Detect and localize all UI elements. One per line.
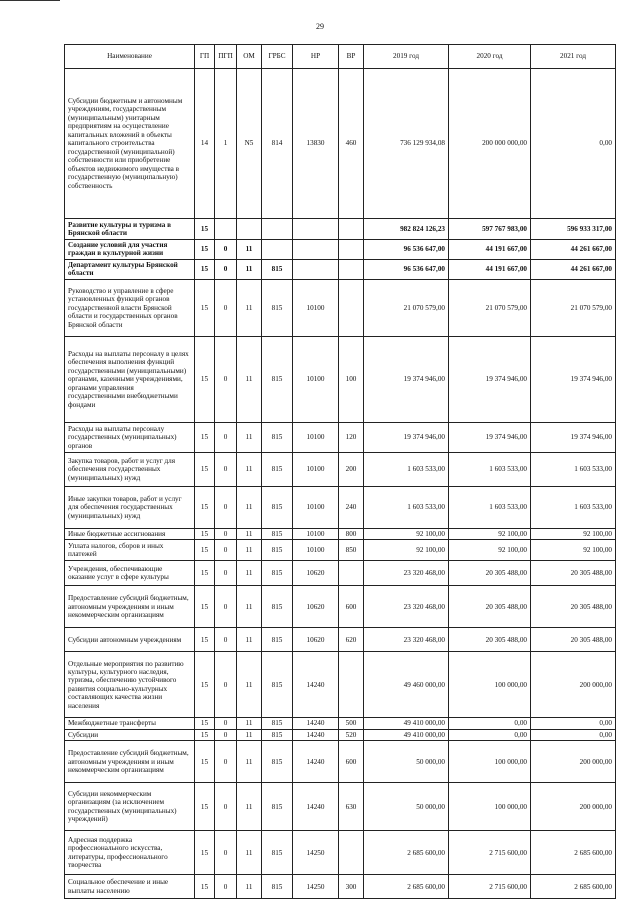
- cell-nr: 14240: [293, 783, 339, 831]
- cell-pgp: 0: [215, 279, 237, 336]
- cell-pgp: 0: [215, 831, 237, 875]
- cell-2019: 21 070 579,00: [364, 279, 449, 336]
- cell-gp: 14: [195, 69, 215, 219]
- cell-nr: 10100: [293, 486, 339, 528]
- cell-2019: 49 410 000,00: [364, 718, 449, 729]
- cell-grbs: 815: [262, 652, 293, 718]
- header-2021: 2021 год: [531, 45, 616, 69]
- cell-vr: 120: [339, 422, 364, 452]
- cell-2020: 2 715 600,00: [449, 875, 531, 899]
- cell-2021: 92 100,00: [531, 540, 616, 561]
- cell-om: 11: [237, 729, 262, 740]
- cell-om: 11: [237, 452, 262, 486]
- cell-om: 11: [237, 540, 262, 561]
- cell-vr: [339, 831, 364, 875]
- cell-gp: 15: [195, 729, 215, 740]
- page-number: 29: [316, 22, 324, 31]
- cell-grbs: 815: [262, 422, 293, 452]
- cell-grbs: 815: [262, 452, 293, 486]
- cell-name: Расходы на выплаты персоналу государственных (муниципальных) органов: [65, 422, 195, 452]
- cell-2021: 21 070 579,00: [531, 279, 616, 336]
- cell-om: 11: [237, 259, 262, 279]
- cell-grbs: 815: [262, 729, 293, 740]
- cell-2021: 44 261 667,00: [531, 240, 616, 260]
- cell-2020: 20 305 488,00: [449, 586, 531, 628]
- cell-name: Департамент культуры Брянской области: [65, 259, 195, 279]
- cell-om: 11: [237, 628, 262, 652]
- cell-2020: 200 000 000,00: [449, 69, 531, 219]
- cell-vr: 500: [339, 718, 364, 729]
- table-row: [65, 741, 616, 783]
- cell-om: 11: [237, 336, 262, 422]
- cell-pgp: 0: [215, 452, 237, 486]
- table-row: [65, 718, 616, 729]
- cell-pgp: 0: [215, 259, 237, 279]
- cell-name: Развитие культуры и туризма в Брянской области: [65, 219, 195, 240]
- cell-nr: 10620: [293, 628, 339, 652]
- table-row: [65, 729, 616, 740]
- cell-vr: [339, 561, 364, 586]
- cell-gp: 15: [195, 628, 215, 652]
- cell-name: Иные бюджетные ассигнования: [65, 528, 195, 539]
- cell-2020: 21 070 579,00: [449, 279, 531, 336]
- table-row: [65, 831, 616, 875]
- cell-2020: 19 374 946,00: [449, 336, 531, 422]
- cell-nr: [293, 219, 339, 240]
- cell-pgp: 0: [215, 486, 237, 528]
- cell-2019: 23 320 468,00: [364, 561, 449, 586]
- cell-name: Субсидии автономным учреждениям: [65, 628, 195, 652]
- cell-2019: 49 410 000,00: [364, 729, 449, 740]
- cell-vr: 460: [339, 69, 364, 219]
- cell-vr: [339, 279, 364, 336]
- cell-grbs: 815: [262, 486, 293, 528]
- cell-grbs: [262, 219, 293, 240]
- cell-nr: 10100: [293, 336, 339, 422]
- cell-pgp: 0: [215, 586, 237, 628]
- cell-nr: 10100: [293, 279, 339, 336]
- cell-gp: 15: [195, 422, 215, 452]
- cell-vr: 850: [339, 540, 364, 561]
- budget-table: [64, 44, 616, 899]
- cell-2019: 19 374 946,00: [364, 422, 449, 452]
- cell-2019: 982 824 126,23: [364, 219, 449, 240]
- table-row: [65, 783, 616, 831]
- cell-pgp: 0: [215, 729, 237, 740]
- cell-nr: [293, 240, 339, 260]
- cell-vr: 620: [339, 628, 364, 652]
- cell-grbs: 815: [262, 540, 293, 561]
- cell-nr: 14240: [293, 729, 339, 740]
- header-om: ОМ: [237, 45, 262, 69]
- cell-gp: 15: [195, 219, 215, 240]
- cell-om: 11: [237, 240, 262, 260]
- cell-2020: 597 767 983,00: [449, 219, 531, 240]
- cell-name: Предоставление субсидий бюджетным, автономным учреждениям и иным некоммерческим организациям: [65, 741, 195, 783]
- cell-nr: 10620: [293, 561, 339, 586]
- header-2020: 2020 год: [449, 45, 531, 69]
- cell-2020: 19 374 946,00: [449, 422, 531, 452]
- cell-2021: 0,00: [531, 718, 616, 729]
- header-pgp: ПГП: [215, 45, 237, 69]
- cell-om: 11: [237, 486, 262, 528]
- cell-2021: 19 374 946,00: [531, 336, 616, 422]
- cell-nr: 14250: [293, 831, 339, 875]
- cell-grbs: 815: [262, 831, 293, 875]
- cell-gp: 15: [195, 540, 215, 561]
- table-row: [65, 628, 616, 652]
- cell-om: 11: [237, 783, 262, 831]
- cell-2020: 1 603 533,00: [449, 452, 531, 486]
- cell-2019: 2 685 600,00: [364, 831, 449, 875]
- header-nr: НР: [293, 45, 339, 69]
- cell-grbs: 814: [262, 69, 293, 219]
- cell-2021: 1 603 533,00: [531, 486, 616, 528]
- cell-2019: 1 603 533,00: [364, 486, 449, 528]
- cell-2020: 100 000,00: [449, 652, 531, 718]
- cell-om: 11: [237, 586, 262, 628]
- cell-name: Предоставление субсидий бюджетным, автономным учреждениям и иным некоммерческим организациям: [65, 586, 195, 628]
- cell-gp: 15: [195, 831, 215, 875]
- cell-gp: 15: [195, 336, 215, 422]
- cell-2021: 44 261 667,00: [531, 259, 616, 279]
- table-row: [65, 336, 616, 422]
- cell-om: 11: [237, 279, 262, 336]
- cell-name: Учреждения, обеспечивающие оказание услуг в сфере культуры: [65, 561, 195, 586]
- cell-nr: 10100: [293, 422, 339, 452]
- cell-2021: 200 000,00: [531, 741, 616, 783]
- cell-2019: 2 685 600,00: [364, 875, 449, 899]
- cell-gp: 15: [195, 279, 215, 336]
- cell-2019: 92 100,00: [364, 540, 449, 561]
- cell-name: Отдельные мероприятия по развитию культуры, культурного наследия, туризма, обеспечению устойчивого развития социально-культурных составляющих качества жизни населения: [65, 652, 195, 718]
- cell-name: Субсидии: [65, 729, 195, 740]
- cell-2020: 0,00: [449, 729, 531, 740]
- cell-vr: [339, 652, 364, 718]
- table-row: [65, 452, 616, 486]
- cell-vr: 600: [339, 741, 364, 783]
- cell-2021: 19 374 946,00: [531, 422, 616, 452]
- cell-2020: 100 000,00: [449, 783, 531, 831]
- cell-name: Субсидии бюджетным и автономным учреждениям, государственным (муниципальным) унитарным предприятиям на осуществление капитальных вложений в объекты капитального строительства государственной (муниципальной) собственности или приобретение объектов недвижимого имущества в государственную (муниципальную) собственность: [65, 69, 195, 219]
- cell-pgp: 0: [215, 528, 237, 539]
- cell-grbs: 815: [262, 279, 293, 336]
- cell-grbs: 815: [262, 741, 293, 783]
- cell-grbs: 815: [262, 586, 293, 628]
- table-row: [65, 586, 616, 628]
- table-header-row: [65, 45, 616, 69]
- cell-pgp: 0: [215, 561, 237, 586]
- table-row: [65, 279, 616, 336]
- cell-grbs: 815: [262, 528, 293, 539]
- cell-vr: 200: [339, 452, 364, 486]
- cell-2021: 0,00: [531, 69, 616, 219]
- cell-2021: 20 305 488,00: [531, 561, 616, 586]
- cell-2019: 96 536 647,00: [364, 259, 449, 279]
- cell-grbs: 815: [262, 336, 293, 422]
- cell-2020: 92 100,00: [449, 528, 531, 539]
- budget-table-container: [64, 44, 615, 899]
- cell-2020: 44 191 667,00: [449, 240, 531, 260]
- cell-gp: 15: [195, 486, 215, 528]
- cell-name: Создание условий для участия граждан в культурной жизни: [65, 240, 195, 260]
- cell-nr: 13830: [293, 69, 339, 219]
- cell-vr: 800: [339, 528, 364, 539]
- table-row: [65, 259, 616, 279]
- cell-om: [237, 219, 262, 240]
- cell-2020: 20 305 488,00: [449, 561, 531, 586]
- cell-name: Расходы на выплаты персоналу в целях обеспечения выполнения функций государственными (муниципальными) органами, казенными учреждениями, органами управления государственными внебюджетными фондами: [65, 336, 195, 422]
- cell-2021: 2 685 600,00: [531, 831, 616, 875]
- table-row: [65, 69, 616, 219]
- cell-2020: 0,00: [449, 718, 531, 729]
- cell-om: 11: [237, 528, 262, 539]
- cell-2020: 100 000,00: [449, 741, 531, 783]
- cell-2021: 92 100,00: [531, 528, 616, 539]
- cell-2021: 2 685 600,00: [531, 875, 616, 899]
- cell-vr: 100: [339, 336, 364, 422]
- cell-nr: 14240: [293, 741, 339, 783]
- cell-grbs: 815: [262, 259, 293, 279]
- cell-om: 11: [237, 718, 262, 729]
- cell-grbs: 815: [262, 561, 293, 586]
- cell-2019: 23 320 468,00: [364, 586, 449, 628]
- cell-om: 11: [237, 561, 262, 586]
- cell-2019: 50 000,00: [364, 741, 449, 783]
- cell-grbs: 815: [262, 875, 293, 899]
- cell-om: 11: [237, 422, 262, 452]
- cell-nr: 10100: [293, 452, 339, 486]
- cell-grbs: [262, 240, 293, 260]
- table-row: [65, 240, 616, 260]
- cell-om: 11: [237, 741, 262, 783]
- cell-2020: 92 100,00: [449, 540, 531, 561]
- cell-2019: 49 460 000,00: [364, 652, 449, 718]
- scan-edge-line: [0, 0, 60, 1]
- cell-grbs: 815: [262, 628, 293, 652]
- cell-2020: 44 191 667,00: [449, 259, 531, 279]
- cell-nr: 10100: [293, 528, 339, 539]
- cell-2020: 1 603 533,00: [449, 486, 531, 528]
- cell-nr: [293, 259, 339, 279]
- cell-2021: 1 603 533,00: [531, 452, 616, 486]
- header-2019: 2019 год: [364, 45, 449, 69]
- cell-gp: 15: [195, 741, 215, 783]
- header-grbs: ГРБС: [262, 45, 293, 69]
- cell-pgp: 0: [215, 336, 237, 422]
- cell-vr: 520: [339, 729, 364, 740]
- cell-om: 11: [237, 831, 262, 875]
- cell-name: Уплата налогов, сборов и иных платежей: [65, 540, 195, 561]
- cell-name: Социальное обеспечение и иные выплаты населению: [65, 875, 195, 899]
- cell-2019: 19 374 946,00: [364, 336, 449, 422]
- cell-name: Руководство и управление в сфере установленных функций органов государственной власти Брянской области и государственных органов Брянской области: [65, 279, 195, 336]
- cell-pgp: 1: [215, 69, 237, 219]
- cell-pgp: 0: [215, 628, 237, 652]
- table-row: [65, 219, 616, 240]
- cell-om: 11: [237, 652, 262, 718]
- cell-nr: 10620: [293, 586, 339, 628]
- cell-gp: 15: [195, 240, 215, 260]
- cell-2019: 50 000,00: [364, 783, 449, 831]
- cell-2021: 200 000,00: [531, 652, 616, 718]
- cell-gp: 15: [195, 586, 215, 628]
- cell-pgp: 0: [215, 783, 237, 831]
- table-row: [65, 561, 616, 586]
- cell-2021: 200 000,00: [531, 783, 616, 831]
- table-body: [65, 69, 616, 899]
- cell-vr: [339, 259, 364, 279]
- cell-2021: 20 305 488,00: [531, 628, 616, 652]
- cell-grbs: 815: [262, 718, 293, 729]
- cell-name: Адресная поддержка профессионального искусства, литературы, профессионального творчества: [65, 831, 195, 875]
- cell-pgp: 0: [215, 422, 237, 452]
- cell-vr: [339, 240, 364, 260]
- cell-pgp: 0: [215, 875, 237, 899]
- cell-nr: 14240: [293, 652, 339, 718]
- cell-pgp: 0: [215, 240, 237, 260]
- cell-2021: 20 305 488,00: [531, 586, 616, 628]
- cell-gp: 15: [195, 561, 215, 586]
- cell-nr: 14250: [293, 875, 339, 899]
- header-name: Наименование: [65, 45, 195, 69]
- cell-nr: 10100: [293, 540, 339, 561]
- header-vr: ВР: [339, 45, 364, 69]
- cell-name: Межбюджетные трансферты: [65, 718, 195, 729]
- cell-gp: 15: [195, 875, 215, 899]
- cell-vr: 300: [339, 875, 364, 899]
- cell-gp: 15: [195, 528, 215, 539]
- cell-2021: 0,00: [531, 729, 616, 740]
- cell-name: Иные закупки товаров, работ и услуг для обеспечения государственных (муниципальных) нужд: [65, 486, 195, 528]
- cell-2019: 96 536 647,00: [364, 240, 449, 260]
- table-row: [65, 486, 616, 528]
- cell-gp: 15: [195, 718, 215, 729]
- cell-2020: 20 305 488,00: [449, 628, 531, 652]
- cell-2020: 2 715 600,00: [449, 831, 531, 875]
- cell-2019: 736 129 934,08: [364, 69, 449, 219]
- cell-grbs: 815: [262, 783, 293, 831]
- cell-pgp: 0: [215, 741, 237, 783]
- table-row: [65, 875, 616, 899]
- table-row: [65, 528, 616, 539]
- cell-2019: 92 100,00: [364, 528, 449, 539]
- cell-om: N5: [237, 69, 262, 219]
- table-row: [65, 652, 616, 718]
- cell-pgp: [215, 219, 237, 240]
- cell-pgp: 0: [215, 540, 237, 561]
- table-row: [65, 422, 616, 452]
- cell-gp: 15: [195, 783, 215, 831]
- cell-gp: 15: [195, 259, 215, 279]
- cell-nr: 14240: [293, 718, 339, 729]
- cell-gp: 15: [195, 452, 215, 486]
- cell-vr: 630: [339, 783, 364, 831]
- cell-pgp: 0: [215, 718, 237, 729]
- cell-gp: 15: [195, 652, 215, 718]
- cell-2021: 596 933 317,00: [531, 219, 616, 240]
- cell-vr: [339, 219, 364, 240]
- table-row: [65, 540, 616, 561]
- header-gp: ГП: [195, 45, 215, 69]
- cell-2019: 1 603 533,00: [364, 452, 449, 486]
- cell-vr: 240: [339, 486, 364, 528]
- cell-name: Закупка товаров, работ и услуг для обеспечения государственных (муниципальных) нужд: [65, 452, 195, 486]
- cell-pgp: 0: [215, 652, 237, 718]
- cell-name: Субсидии некоммерческим организациям (за исключением государственных (муниципальных) учреждений): [65, 783, 195, 831]
- cell-vr: 600: [339, 586, 364, 628]
- cell-2019: 23 320 468,00: [364, 628, 449, 652]
- cell-om: 11: [237, 875, 262, 899]
